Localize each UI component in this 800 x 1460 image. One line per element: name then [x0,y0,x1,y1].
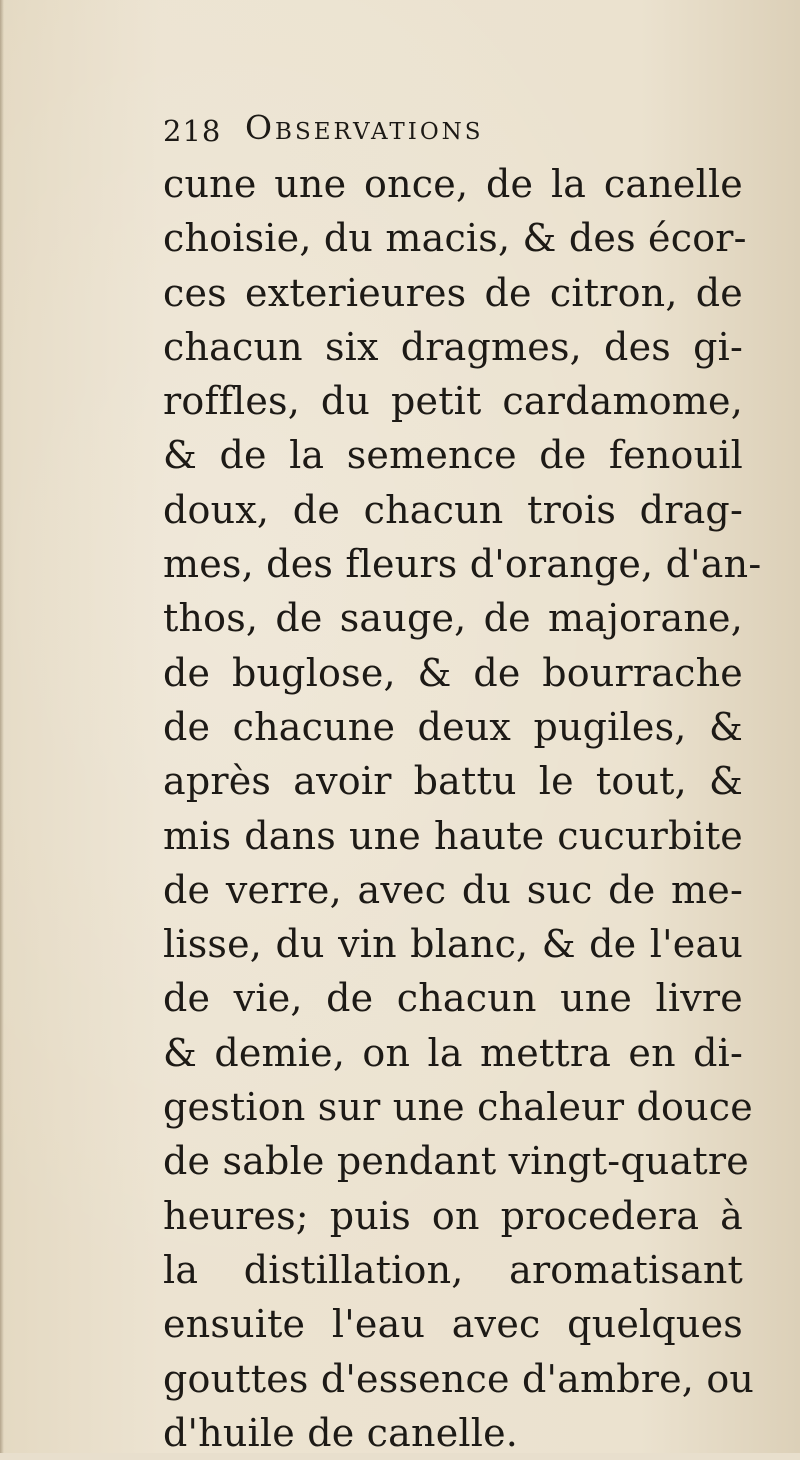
text-line: chacun six dragmes, des gi- [163,324,743,369]
text-line: après avoir battu le tout, & [163,759,743,804]
page-header [163,108,723,152]
text-line: lisse, du vin blanc, & de l'eau [163,922,743,967]
text-line: gouttes d'essence d'ambre, ou [163,1356,755,1401]
text-line: thos, de sauge, de majorane, [163,596,743,641]
text-line: de verre, avec du suc de me- [163,867,743,912]
text-line: mes, des fleurs d'orange, d'an- [163,542,762,587]
text-line: cune une once, de la canelle [163,162,743,206]
text-line-last: d'huile de canelle. [163,1410,519,1455]
text-line: gestion sur une chaleur douce [163,1085,753,1130]
text-line: roffles, du petit cardamome, [163,379,743,424]
text-line: ensuite l'eau avec quelques [163,1302,743,1347]
page-edge-shadow [0,0,4,1453]
text-line: de chacune deux pugiles, & [163,704,743,749]
text-line: choisie, du macis, & des écor- [163,216,747,261]
text-line: mis dans une haute cucurbite [163,813,743,858]
text-line: & de la semence de fenouil [163,433,743,478]
page-number: 218 [163,114,222,148]
running-head: Observations [245,108,484,147]
text-line: de buglose, & de bourrache [163,650,743,695]
text-line: heures; puis on procedera à [163,1193,743,1238]
body-text [163,157,762,1460]
text-line: de vie, de chacun une livre [163,976,743,1021]
text-line: ces exterieures de citron, de [163,270,743,315]
text-line: & demie, on la mettra en di- [163,1030,743,1075]
text-line: doux, de chacun trois drag- [163,487,743,532]
text-line: la distillation, aromatisant [163,1247,743,1292]
text-line: de sable pendant vingt-quatre [163,1139,749,1184]
